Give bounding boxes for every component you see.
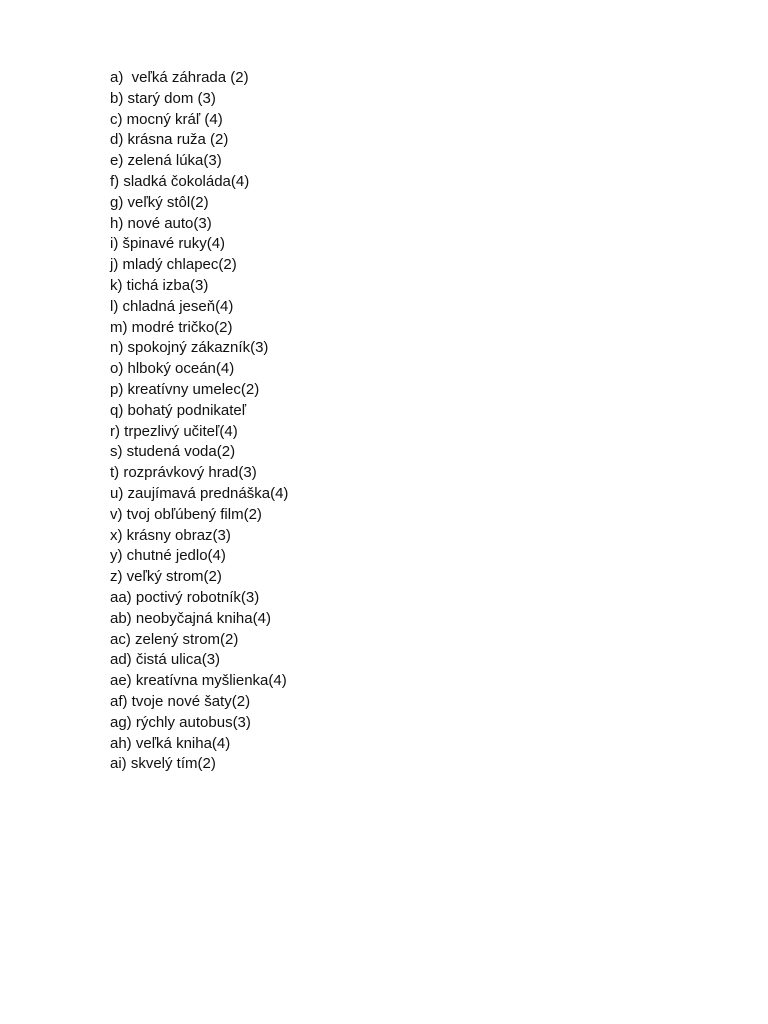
list-item: j) mladý chlapec(2) [110, 256, 237, 274]
list-item: r) trpezlivý učiteľ(4) [110, 422, 238, 440]
list-item: ac) zelený strom(2) [110, 630, 239, 648]
list-item: ad) čistá ulica(3) [110, 651, 221, 669]
list-item: i) špinavé ruky(4) [110, 235, 226, 253]
list-item: s) studená voda(2) [110, 443, 236, 461]
list-item: c) mocný kráľ (4) [110, 110, 223, 128]
list-item: z) veľký strom(2) [110, 568, 222, 586]
list-item: ag) rýchly autobus(3) [110, 713, 251, 731]
list-item: l) chladná jeseň(4) [110, 297, 234, 315]
list-item: b) starý dom (3) [110, 89, 216, 107]
list-item: o) hlboký oceán(4) [110, 360, 235, 378]
list-item: y) chutné jedlo(4) [110, 547, 226, 565]
list-item: t) rozprávkový hrad(3) [110, 464, 257, 482]
list-item: m) modré tričko(2) [110, 318, 233, 336]
list-item: v) tvoj obľúbený film(2) [110, 505, 262, 523]
list-item: g) veľký stôl(2) [110, 193, 209, 211]
list-item: p) kreatívny umelec(2) [110, 380, 260, 398]
phrase-list [110, 68, 288, 775]
list-item: h) nové auto(3) [110, 214, 212, 232]
list-item: x) krásny obraz(3) [110, 526, 231, 544]
list-item: aa) poctivý robotník(3) [110, 588, 260, 606]
list-item: n) spokojný zákazník(3) [110, 339, 269, 357]
list-item: ah) veľká kniha(4) [110, 734, 231, 752]
list-item: e) zelená lúka(3) [110, 152, 222, 170]
list-item: ab) neobyčajná kniha(4) [110, 609, 271, 627]
list-item: f) sladká čokoláda(4) [110, 172, 250, 190]
list-item: d) krásna ruža (2) [110, 131, 229, 149]
list-item: af) tvoje nové šaty(2) [110, 692, 251, 710]
list-item: q) bohatý podnikateľ [110, 401, 247, 419]
list-item: ai) skvelý tím(2) [110, 755, 216, 773]
list-item: a) veľká záhrada (2) [110, 69, 249, 86]
list-item: u) zaujímavá prednáška(4) [110, 484, 289, 502]
list-item: ae) kreatívna myšlienka(4) [110, 672, 287, 690]
list-item: k) tichá izba(3) [110, 276, 209, 294]
